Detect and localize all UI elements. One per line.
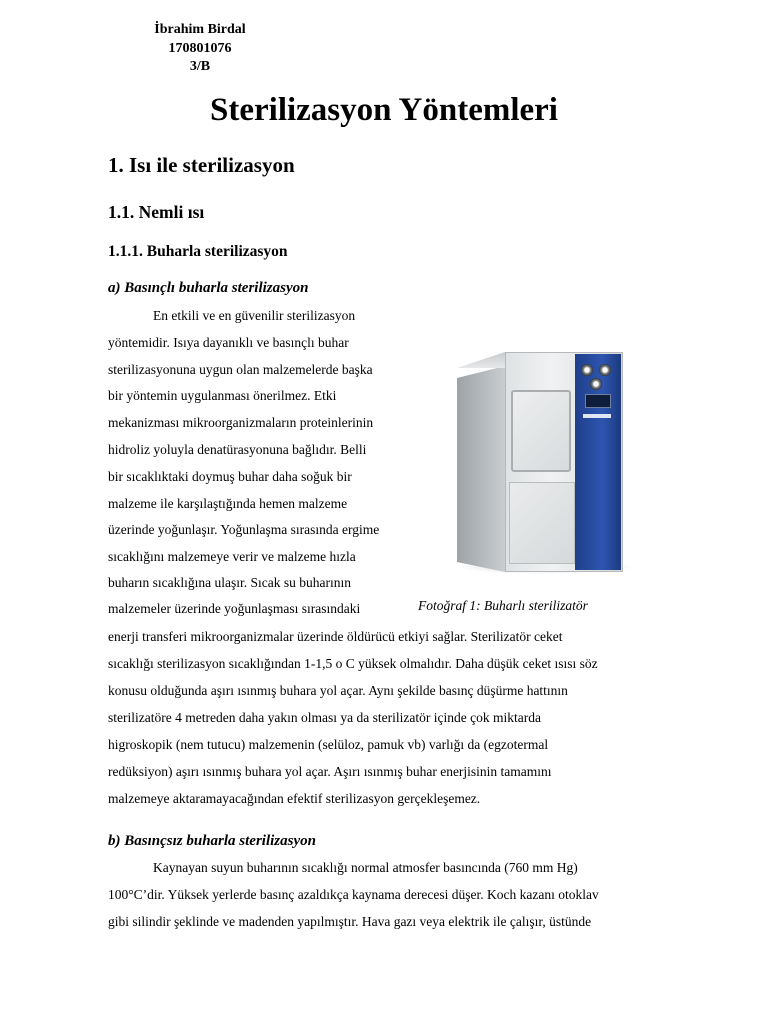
paragraph-line: üzerinde yoğunlaşır. Yoğunlaşma sırasında ergime (108, 522, 380, 537)
paragraph-line: hidroliz yoluyla denatürasyonuna bağlıdır. Belli (108, 442, 367, 457)
subsection-heading-b: b) Basınçsız buharla sterilizasyon (108, 833, 316, 849)
section-heading-1-1: 1.1. Nemli ısı (108, 202, 205, 222)
paragraph-line: higroskopik (nem tutucu) malzemenin (selüloz, pamuk vb) varlığı da (egzotermal (108, 737, 549, 752)
class-label: 3/B (189, 59, 211, 74)
gauge-icon (599, 364, 611, 376)
paragraph-line: sterilizasyonuna uygun olan malzemelerde başka (108, 362, 373, 377)
brand-label (583, 414, 611, 418)
paragraph-line: sterilizatöre 4 metreden daha yakın olması ya da sterilizatör içinde çok miktarda (108, 710, 541, 725)
paragraph-line: malzemeler üzerinde yoğunlaşması sırasındaki (108, 601, 361, 616)
sterilizer-side (457, 366, 505, 572)
paragraph-line: Kaynayan suyun buharının sıcaklığı normal atmosfer basıncında (760 mm Hg) (153, 860, 578, 875)
subsection-heading-a: a) Basınçlı buharla sterilizasyon (108, 280, 309, 296)
sterilizer-door (511, 390, 571, 472)
paragraph-line: mekanizması mikroorganizmaların proteinlerinin (108, 415, 374, 430)
paragraph-line: redüksiyon) aşırı ısınmış buhara yol açar. Aşırı ısınmış buhar enerjisinin tamamını (108, 764, 552, 779)
paragraph-line: enerji transferi mikroorganizmalar üzerinde öldürücü etkiyi sağlar. Sterilizatör ceket (108, 629, 563, 644)
paragraph-line: bir yöntemin uygulanması önerilmez. Etki (108, 388, 337, 403)
author-header (150, 21, 250, 77)
paragraph-line: 100°C’dir. Yüksek yerlerde basınç azaldıkça kaynama derecesi düşer. Koch kazanı otoklav (108, 887, 599, 902)
gauge-icon (581, 364, 593, 376)
paragraph-line: sıcaklığını malzemeye verir ve malzeme hızla (108, 549, 356, 564)
display-screen (585, 394, 611, 408)
paragraph-line: En etkili ve en güvenilir sterilizasyon (153, 308, 356, 323)
document-title: Sterilizasyon Yöntemleri (210, 92, 558, 128)
paragraph-line: malzemeye aktaramayacağından efektif sterilizasyon gerçekleşemez. (108, 791, 481, 806)
author-name: İbrahim Birdal (154, 22, 246, 37)
gauge-icon (590, 378, 602, 390)
sterilizer-photo (425, 312, 655, 592)
paragraph-line: sıcaklığı sterilizasyon sıcaklığından 1-1,5 o C yüksek olmalıdır. Daha düşük ceket ısısı söz (108, 656, 598, 671)
section-heading-1: 1. Isı ile sterilizasyon (108, 153, 295, 177)
paragraph-line: buharın sıcaklığına ulaşır. Sıcak su buharının (108, 575, 351, 590)
section-heading-1-1-1: 1.1.1. Buharla sterilizasyon (108, 243, 288, 260)
student-number: 170801076 (168, 40, 232, 56)
paragraph-line: gibi silindir şeklinde ve madenden yapılmıştır. Hava gazı veya elektrik ile çalışır, üstünde (108, 914, 592, 929)
paragraph-line: yöntemidir. Isıya dayanıklı ve basınçlı buhar (108, 335, 349, 350)
figure-caption: Fotoğraf 1: Buharlı sterilizatör (418, 598, 588, 613)
sterilizer-lower-cabinet (509, 482, 575, 564)
paragraph-line: konusu olduğunda aşırı ısınmış buhara yol açar. Aynı şekilde basınç düşürme hattının (108, 683, 568, 698)
paragraph-line: bir sıcaklıktaki doymuş buhar daha soğuk bir (108, 469, 352, 484)
paragraph-line: malzeme ile karşılaştığında hemen malzeme (108, 496, 348, 511)
